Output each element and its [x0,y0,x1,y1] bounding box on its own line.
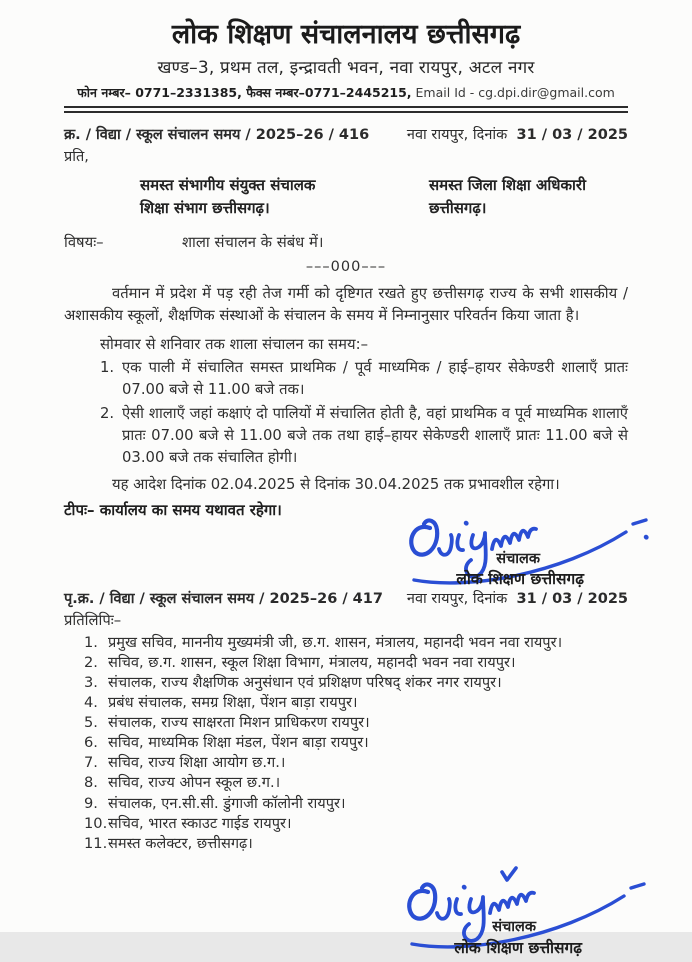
signatory-organization: लोक शिक्षण छत्तीसगढ़ [454,938,582,957]
copy-item-text: सचिव, राज्य शिक्षा आयोग छ.ग.। [108,754,286,772]
copy-item-number: 5. [84,714,98,732]
schedule-item-text: ऐसी शालाएँ जहां कक्षाएं दो पालियों में संचालित होती है, वहां प्राथमिक व पूर्व माध्यमिक शालाएँ प्रातः 07.00 बजे से 11.00 बजे तक तथा हाई–हायर सेकेण्डरी शालाएँ प्रातः 11.00 बजे से 03.00 बजे तक संचालित होगी। [122,405,628,467]
copy-item-number: 1. [84,633,98,651]
copy-item [84,773,628,793]
schedule-item-text: एक पाली में संचालित समस्त प्राथमिक / पूर्व माध्यमिक / हाई–हायर सेकेण्डरी शालाएँ प्रातः 07.00 बजे से 11.00 बजे तक। [122,358,628,398]
section-divider-000: –––000––– [305,259,387,276]
salutation: प्रति, [64,148,89,165]
copy-item-number: 4. [84,693,98,711]
date-value-2: 31 / 03 / 2025 [516,590,628,607]
header-divider-rule [64,106,628,113]
copy-item [84,753,628,773]
copy-item-number: 3. [84,673,98,691]
subject-text: शाला संचालन के संबंध में। [182,234,324,252]
copy-item [84,693,628,713]
copy-item-text: समस्त कलेक्टर, छत्तीसगढ़। [108,834,253,852]
copy-item [84,794,628,814]
copy-item [84,814,628,834]
addressee-right-line1: समस्त जिला शिक्षा अधिकारी [429,175,586,194]
schedule-item-number: 1. [100,358,115,376]
email-address: Email Id - cg.dpi.dir@gmail.com [411,84,615,100]
schedule-item [100,403,628,470]
place-date-1 [407,124,628,144]
reference-row-1 [64,124,628,144]
copy-item-text: प्रमुख सचिव, माननीय मुख्यमंत्री जी, छ.ग. शासन, मंत्रालय, महानदी भवन नवा रायपुर। [108,633,563,651]
subject-row [64,232,628,252]
letter-number-1: क्र. / विद्या / स्कूल संचालन समय / 2025–26 / 416 [64,126,370,143]
addressee-block [64,174,628,221]
copy-item-number: 6. [84,734,98,752]
copy-item [84,733,628,753]
copy-item-text: संचालक, राज्य शैक्षणिक अनुसंधान एवं प्रशिक्षण परिषद् शंकर नगर रायपुर। [108,673,502,691]
copy-item-number: 8. [84,774,98,792]
signature-block-1 [64,520,628,588]
addressee-right-line2: छत्तीसगढ़। [429,199,487,217]
org-contact-line [64,84,628,101]
reference-row-2 [64,588,628,608]
addressee-right [429,174,586,221]
schedule-list [100,357,628,470]
signatory-designation: संचालक [492,918,536,935]
copy-item-number: 7. [84,754,98,772]
copy-item [84,653,628,673]
copy-item-number: 10. [84,814,108,832]
copy-item [84,633,628,653]
schedule-heading: सोमवार से शनिवार तक शाला संचालन का समय:– [100,335,368,353]
copy-item-text: सचिव, भारत स्काउट गाईड रायपुर। [108,814,292,832]
copy-item-number: 2. [84,653,98,671]
copy-item [84,713,628,733]
copy-to-list [84,633,628,854]
addressee-left [140,174,385,221]
date-value-1: 31 / 03 / 2025 [516,126,628,143]
letterhead [64,18,628,113]
copy-item-text: सचिव, छ.ग. शासन, स्कूल शिक्षा विभाग, मंत्रालय, महानदी भवन नवा रायपुर। [108,653,516,671]
copy-item-text: सचिव, राज्य ओपन स्कूल छ.ग.। [108,774,281,792]
schedule-item [100,357,628,401]
signatory-designation: संचालक [496,550,540,567]
copy-item-number: 11. [84,834,108,852]
place-date-2 [407,588,628,608]
org-address: खण्ड–3, प्रथम तल, इन्द्रावती भवन, नवा रायपुर, अटल नगर [157,57,535,78]
copy-item-text: संचालक, एन.सी.सी. डुंगाजी कॉलोनी रायपुर। [108,794,346,812]
place-label-2: नवा रायपुर, दिनांक [406,590,508,607]
copy-item-text: प्रबंध संचालक, समग्र शिक्षा, पेंशन बाड़ा रायपुर। [108,693,358,711]
addressee-left-line2: शिक्षा संभाग छत्तीसगढ़। [140,199,270,217]
copy-item-number: 9. [84,794,98,812]
effective-period-line: यह आदेश दिनांक 02.04.2025 से दिनांक 30.04.2025 तक प्रभावशील रहेगा। [112,475,560,493]
body-paragraph: वर्तमान में प्रदेश में पड़ रही तेज गर्मी को दृष्टिगत रखते हुए छत्तीसगढ़ राज्य के सभी शासकीय / अशासकीय स्कूलों, शैक्षणिक संस्थाओं के संचालन के समय में निम्नानुसार परिवर्तन किया जाता है। [64,285,628,325]
copy-item [84,673,628,693]
signature-block-2 [64,854,628,962]
copy-to-label: प्रतिलिपिः– [64,611,122,629]
copy-item-text: संचालक, राज्य साक्षरता मिशन प्राधिकरण रायपुर। [108,714,370,732]
copy-item [84,834,628,854]
subject-label: विषयः– [64,234,104,252]
org-title: लोक शिक्षण संचालनालय छत्तीसगढ़ [171,19,521,50]
copy-item-text: सचिव, माध्यमिक शिक्षा मंडल, पेंशन बाड़ा रायपुर। [108,734,369,752]
signatory-organization: लोक शिक्षण छत्तीसगढ़ [456,569,584,588]
schedule-item-number: 2. [100,405,115,422]
addressee-left-line1: समस्त संभागीय संयुक्त संचालक [140,175,316,194]
letter-number-2: पृ.क्र. / विद्या / स्कूल संचालन समय / 2025–26 / 417 [64,590,383,607]
office-note-line: टीपः– कार्यालय का समय यथावत रहेगा। [64,500,282,519]
place-label-1: नवा रायपुर, दिनांक [406,126,508,143]
phone-fax-numbers: फोन नम्बर– 0771–2331385, फैक्स नम्बर–0771–2445215, [77,84,412,100]
